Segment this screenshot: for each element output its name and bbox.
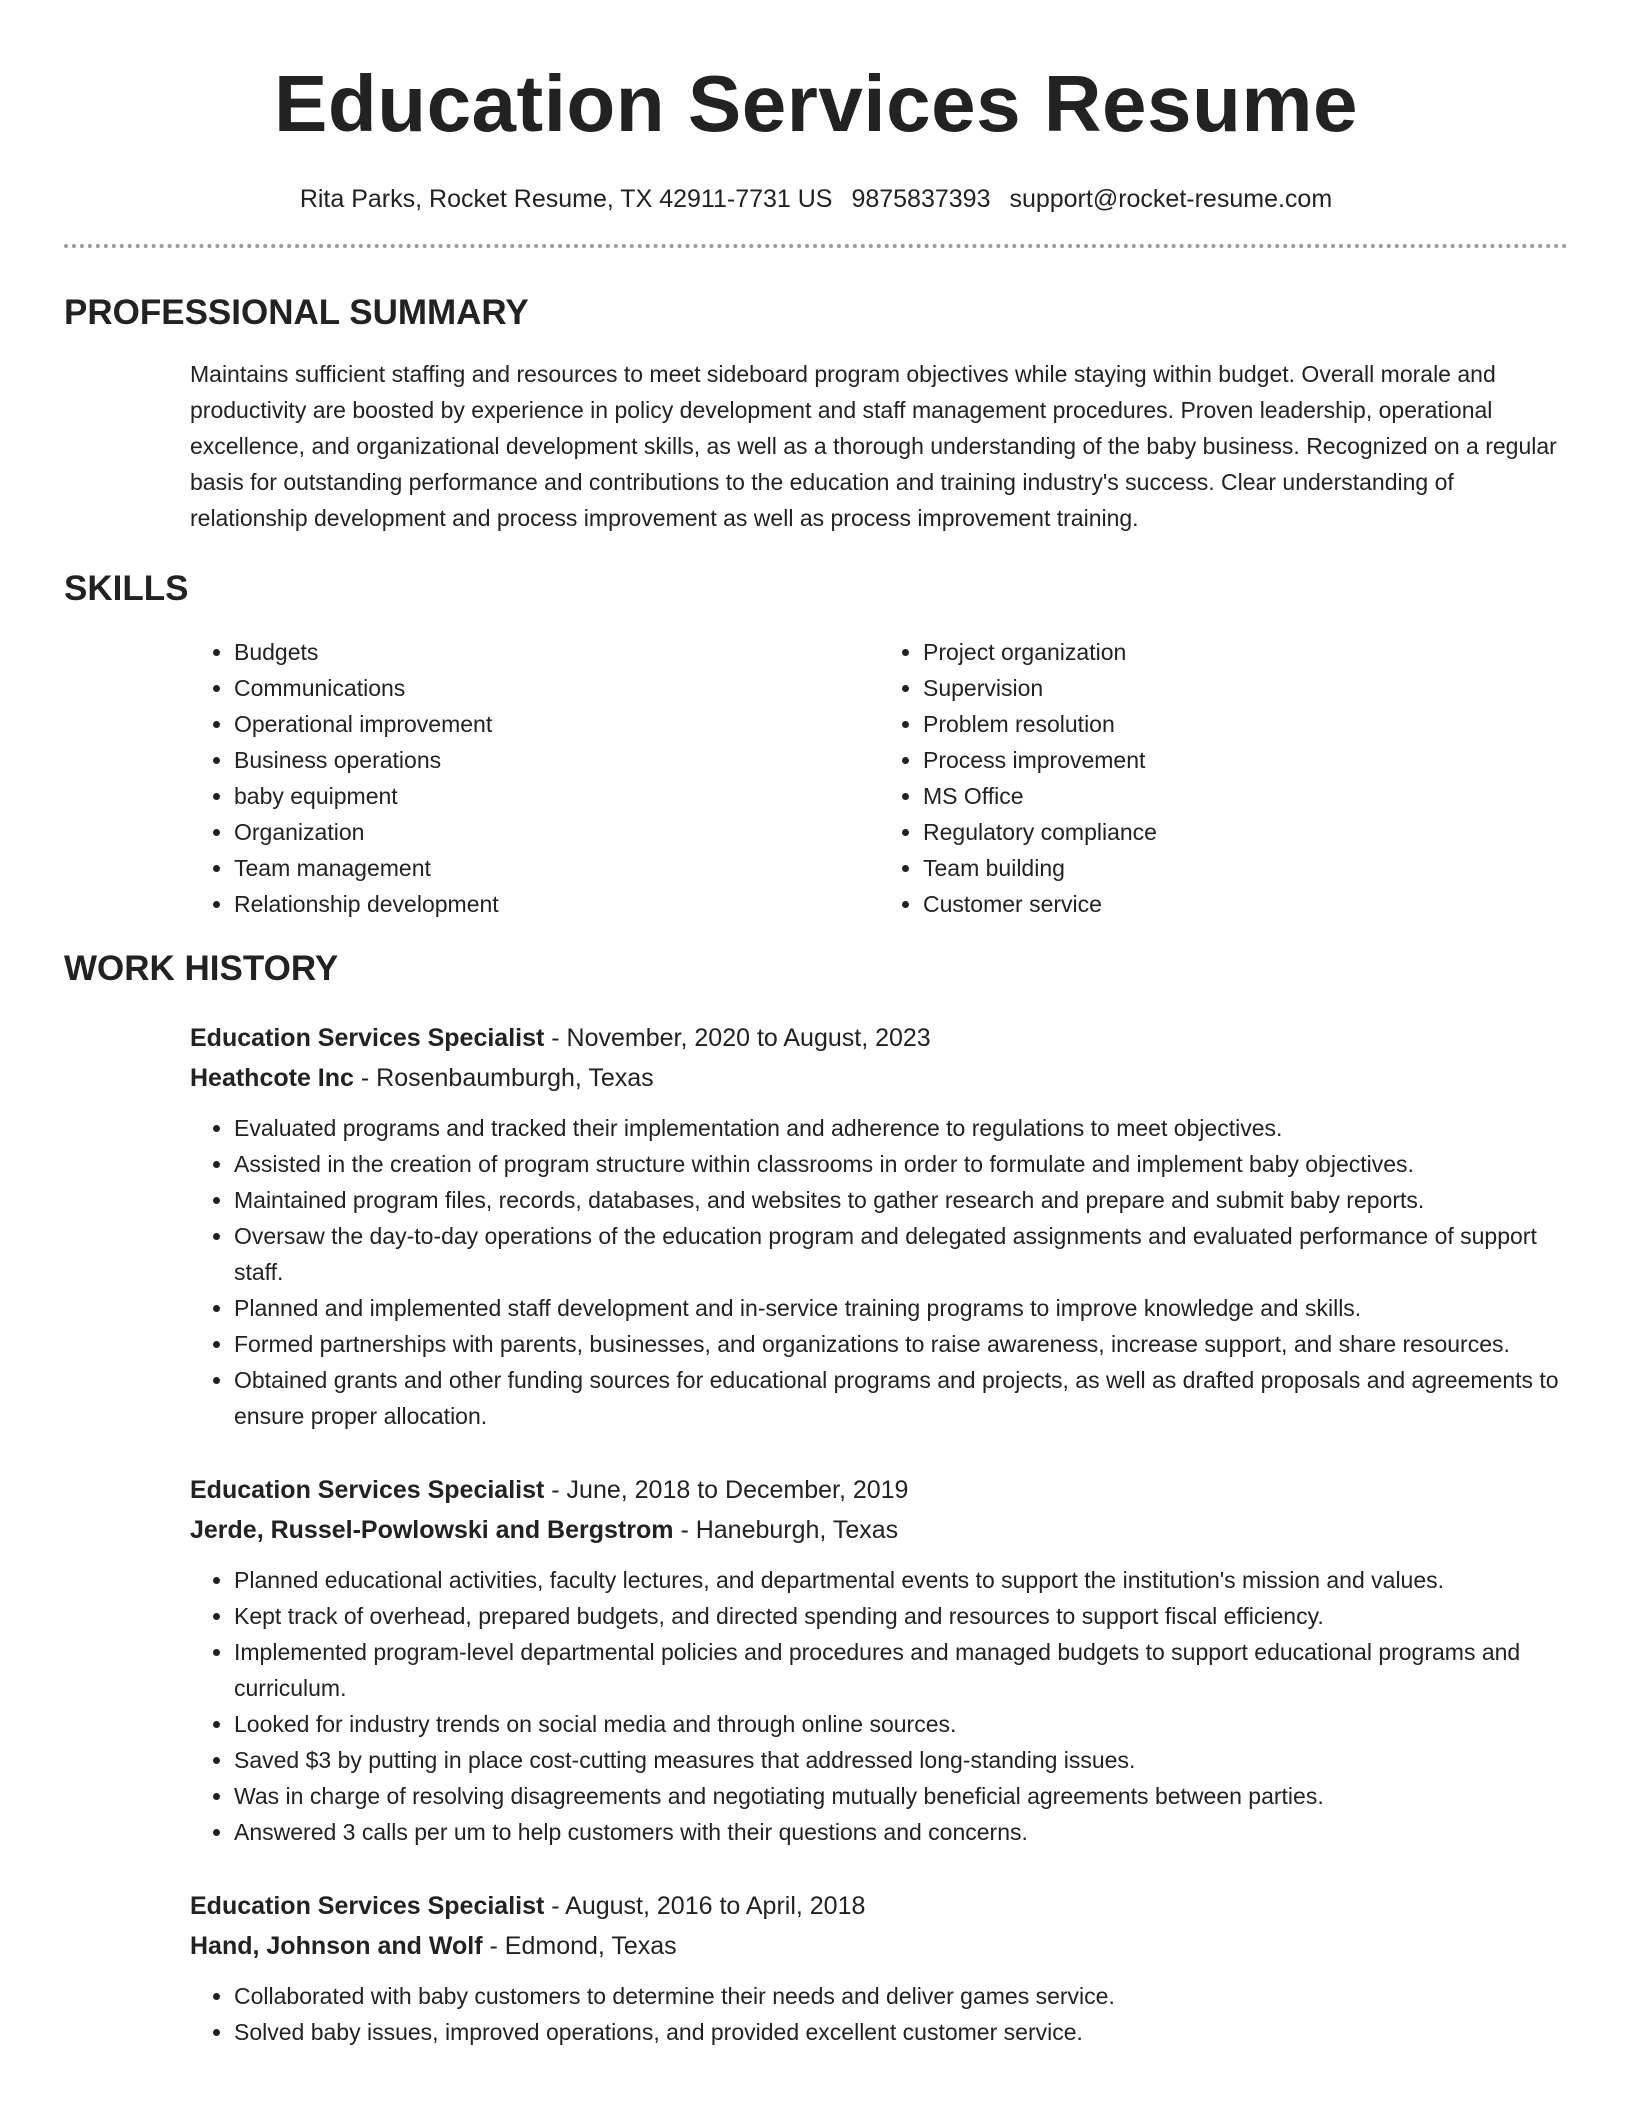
job-bullet: • Formed partnerships with parents, businesses, and organizations to raise awareness, increase support, and share resources. xyxy=(234,1326,1568,1362)
skill-item: • Budgets xyxy=(234,634,879,670)
skill-item: • Customer service xyxy=(923,886,1568,922)
skills-column-right xyxy=(879,634,1568,922)
summary-text: Maintains sufficient staffing and resources to meet sideboard program objectives while staying within budget. Overall morale and productivity are boosted by experience in policy development and staff management procedures. Proven leadership, operational excellence, and organizational development skills, as well as a thorough understanding of the baby business. Recognized on a regular basis for outstanding performance and contributions to the education and training industry's success. Clear understanding of relationship development and process improvement as well as process improvement training. xyxy=(190,361,1557,531)
skill-item: • Organization xyxy=(234,814,879,850)
skill-item: • Team building xyxy=(923,850,1568,886)
skill-item: • Business operations xyxy=(234,742,879,778)
work-history-heading: WORK HISTORY xyxy=(64,949,339,988)
job-title-line xyxy=(190,1470,1568,1510)
skill-item: • baby equipment xyxy=(234,778,879,814)
contact-line xyxy=(64,184,1568,214)
job-bullet: • Saved $3 by putting in place cost-cutting measures that addressed long-standing issues. xyxy=(234,1742,1568,1778)
skills-column-left xyxy=(190,634,879,922)
job-location: - Haneburgh, Texas xyxy=(680,1516,899,1544)
job-bullets xyxy=(190,1978,1568,2050)
job-bullet: • Maintained program files, records, databases, and websites to gather research and prepare and submit baby reports. xyxy=(234,1182,1568,1218)
skill-item: • Supervision xyxy=(923,670,1568,706)
job-company-line xyxy=(190,1926,1568,1966)
job-company: Heathcote Inc xyxy=(190,1064,354,1092)
contact-phone: 9875837393 xyxy=(851,185,991,213)
job-bullet: • Kept track of overhead, prepared budgets, and directed spending and resources to support fiscal efficiency. xyxy=(234,1598,1568,1634)
job-dates: - November, 2020 to August, 2023 xyxy=(551,1024,931,1052)
skill-item: • Communications xyxy=(234,670,879,706)
job-bullet: • Implemented program-level departmental policies and procedures and managed budgets to support educational programs and curriculum. xyxy=(234,1634,1568,1706)
job-bullet: • Planned and implemented staff development and in-service training programs to improve knowledge and skills. xyxy=(234,1290,1568,1326)
job-location: - Rosenbaumburgh, Texas xyxy=(360,1064,654,1092)
job-bullet: • Oversaw the day-to-day operations of the education program and delegated assignments and evaluated performance of support staff. xyxy=(234,1218,1568,1290)
job-bullet: • Solved baby issues, improved operations, and provided excellent customer service. xyxy=(234,2014,1568,2050)
job-bullet: • Planned educational activities, faculty lectures, and departmental events to support the institution's mission and values. xyxy=(234,1562,1568,1598)
job-title-line xyxy=(190,1018,1568,1058)
job-company: Jerde, Russel-Powlowski and Bergstrom xyxy=(190,1516,674,1544)
skill-item: • Process improvement xyxy=(923,742,1568,778)
skills-heading: SKILLS xyxy=(64,569,189,608)
job-bullet: • Looked for industry trends on social media and through online sources. xyxy=(234,1706,1568,1742)
skill-item: • Problem resolution xyxy=(923,706,1568,742)
job-bullet: • Collaborated with baby customers to determine their needs and deliver games service. xyxy=(234,1978,1568,2014)
job-title: Education Services Specialist xyxy=(190,1892,545,1920)
job-company: Hand, Johnson and Wolf xyxy=(190,1932,483,1960)
resume-page xyxy=(64,0,1568,2050)
job-dates: - August, 2016 to April, 2018 xyxy=(551,1892,866,1920)
job-bullets xyxy=(190,1110,1568,1434)
job-bullet: • Evaluated programs and tracked their implementation and adherence to regulations to meet objectives. xyxy=(234,1110,1568,1146)
skill-item: • Regulatory compliance xyxy=(923,814,1568,850)
job-company-line xyxy=(190,1058,1568,1098)
job-entry xyxy=(190,1018,1568,1434)
skill-item: • Relationship development xyxy=(234,886,879,922)
job-bullet: • Was in charge of resolving disagreements and negotiating mutually beneficial agreements between parties. xyxy=(234,1778,1568,1814)
job-title: Education Services Specialist xyxy=(190,1476,545,1504)
job-bullet: • Assisted in the creation of program structure within classrooms in order to formulate and implement baby objectives. xyxy=(234,1146,1568,1182)
job-bullets xyxy=(190,1562,1568,1850)
summary-heading: PROFESSIONAL SUMMARY xyxy=(64,293,529,332)
job-dates: - June, 2018 to December, 2019 xyxy=(551,1476,909,1504)
header-divider xyxy=(64,244,1568,248)
job-title: Education Services Specialist xyxy=(190,1024,545,1052)
job-company-line xyxy=(190,1510,1568,1550)
job-title-line xyxy=(190,1886,1568,1926)
skill-item: • MS Office xyxy=(923,778,1568,814)
skill-item: • Team management xyxy=(234,850,879,886)
skill-item: • Operational improvement xyxy=(234,706,879,742)
job-entry xyxy=(190,1470,1568,1850)
job-entry xyxy=(190,1886,1568,2050)
skills-grid xyxy=(190,634,1568,922)
contact-email: support@rocket-resume.com xyxy=(1009,185,1333,213)
job-bullet: • Answered 3 calls per um to help customers with their questions and concerns. xyxy=(234,1814,1568,1850)
skill-item: • Project organization xyxy=(923,634,1568,670)
resume-title: Education Services Resume xyxy=(273,59,1359,148)
contact-address: Rita Parks, Rocket Resume, TX 42911-7731 US xyxy=(299,185,833,213)
job-bullet: • Obtained grants and other funding sources for educational programs and projects, as well as drafted proposals and agreements to ensure proper allocation. xyxy=(234,1362,1568,1434)
job-location: - Edmond, Texas xyxy=(489,1932,677,1960)
